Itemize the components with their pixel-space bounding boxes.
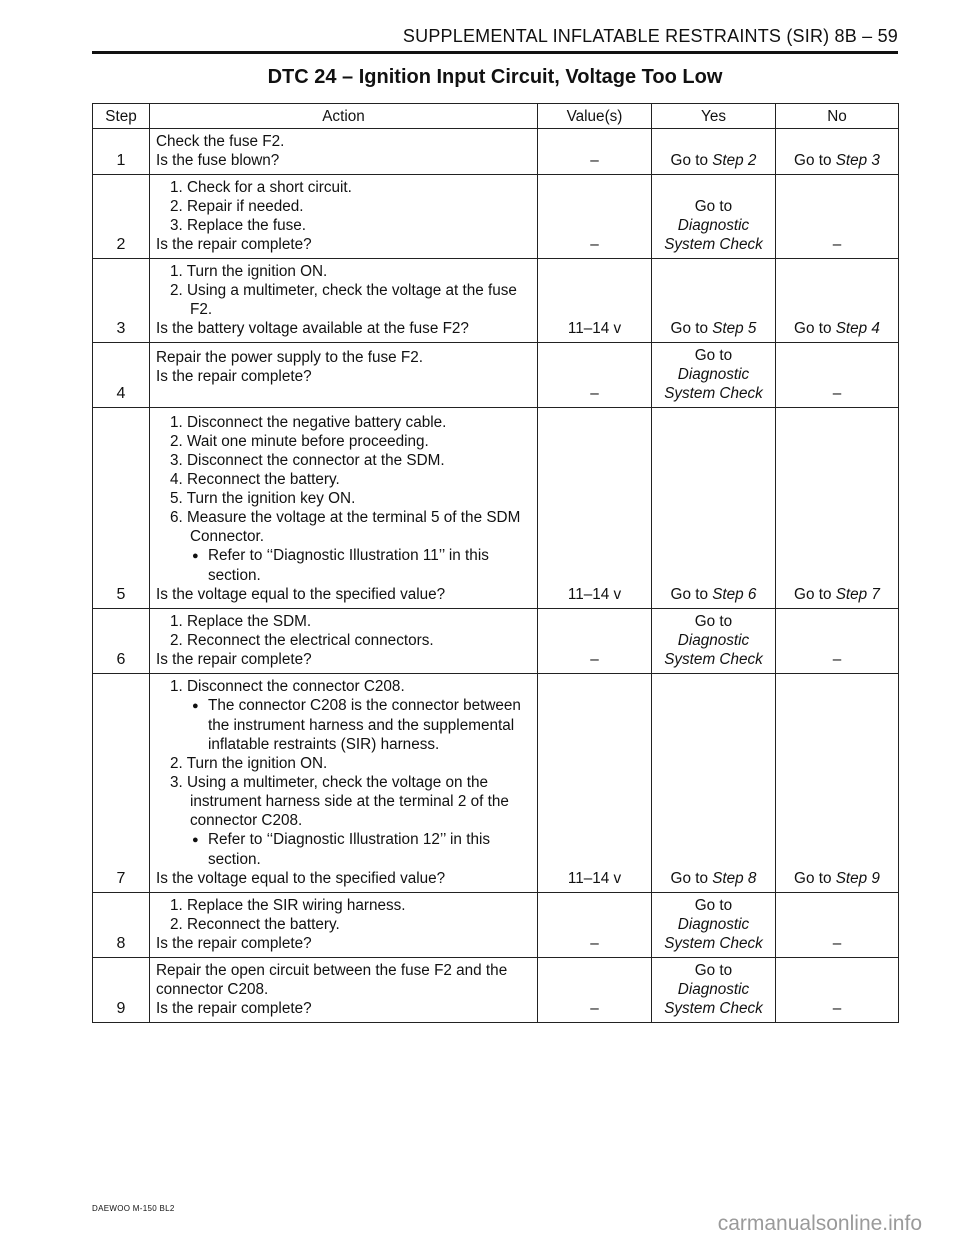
yes-system-check: System Check bbox=[664, 1000, 763, 1017]
table-row bbox=[93, 893, 899, 958]
yes-system-check: System Check bbox=[664, 935, 763, 952]
table-row bbox=[93, 175, 899, 259]
column-header-values: Value(s) bbox=[538, 104, 652, 129]
yes-cell bbox=[652, 175, 776, 259]
action-step-continued: F2. bbox=[190, 301, 213, 318]
action-cell bbox=[150, 609, 538, 674]
no-prefix: Go to bbox=[794, 320, 836, 337]
action-bullet: ● The connector C208 is the connector between the instrument harness and the supplemental inflatable restraints (SIR) harness. bbox=[156, 696, 531, 754]
action-bullet: ● Refer to ‘‘Diagnostic Illustration 11’’ in this section. bbox=[156, 546, 531, 585]
yes-diagnostic: Diagnostic bbox=[677, 632, 750, 649]
table-row bbox=[93, 408, 899, 609]
action-bullet: ● Refer to ‘‘Diagnostic Illustration 12’’ in this section. bbox=[156, 830, 531, 869]
action-question: Is the repair complete? bbox=[156, 651, 312, 668]
no-cell: – bbox=[776, 609, 899, 674]
no-cell bbox=[776, 408, 899, 609]
step-number: 4 bbox=[93, 343, 150, 408]
action-step: 3. Replace the fuse. bbox=[170, 217, 307, 234]
yes-diagnostic: Diagnostic bbox=[677, 916, 750, 933]
yes-cell bbox=[652, 259, 776, 343]
action-step: 4. Reconnect the battery. bbox=[170, 471, 340, 488]
action-question: Is the voltage equal to the specified value? bbox=[156, 586, 446, 603]
table-row bbox=[93, 129, 899, 175]
action-line: Repair the open circuit between the fuse F2 and the bbox=[156, 962, 508, 979]
no-prefix: Go to bbox=[794, 870, 836, 887]
action-step: 1. Replace the SDM. bbox=[170, 613, 312, 630]
column-header-yes: Yes bbox=[652, 104, 776, 129]
no-cell bbox=[776, 674, 899, 893]
action-cell bbox=[150, 893, 538, 958]
action-cell bbox=[150, 958, 538, 1023]
yes-system-check: System Check bbox=[664, 385, 763, 402]
page-title: DTC 24 – Ignition Input Circuit, Voltage Too Low bbox=[267, 66, 723, 88]
value-cell: – bbox=[538, 958, 652, 1023]
value-cell: 11–14 v bbox=[538, 259, 652, 343]
yes-go-to: Go to bbox=[694, 347, 733, 364]
action-step: 2. Wait one minute before proceeding. bbox=[170, 433, 429, 450]
value-cell: – bbox=[538, 175, 652, 259]
action-step: 5. Turn the ignition key ON. bbox=[170, 490, 356, 507]
table-row bbox=[93, 609, 899, 674]
diagnostic-table bbox=[92, 103, 899, 1023]
no-cell bbox=[776, 129, 899, 175]
action-step: 2. Using a multimeter, check the voltage at the fuse bbox=[170, 282, 517, 299]
action-step: 2. Reconnect the electrical connectors. bbox=[170, 632, 434, 649]
step-number: 2 bbox=[93, 175, 150, 259]
action-question: Is the repair complete? bbox=[156, 368, 312, 385]
value-cell: – bbox=[538, 609, 652, 674]
step-number: 3 bbox=[93, 259, 150, 343]
action-line-continued: connector C208. bbox=[156, 981, 269, 998]
table-row bbox=[93, 958, 899, 1023]
action-cell bbox=[150, 129, 538, 175]
action-step-continued: instrument harness side at the terminal 2 of the bbox=[190, 793, 509, 810]
action-question: Is the repair complete? bbox=[156, 1000, 312, 1017]
yes-step-link: Step 8 bbox=[712, 870, 757, 887]
value-cell: 11–14 v bbox=[538, 674, 652, 893]
no-cell: – bbox=[776, 343, 899, 408]
step-number: 7 bbox=[93, 674, 150, 893]
action-cell bbox=[150, 408, 538, 609]
yes-prefix: Go to bbox=[670, 152, 713, 169]
yes-step-link: Step 5 bbox=[712, 320, 757, 337]
action-question: Is the fuse blown? bbox=[156, 152, 280, 169]
yes-cell bbox=[652, 893, 776, 958]
table-row bbox=[93, 674, 899, 893]
action-question: Is the repair complete? bbox=[156, 935, 312, 952]
action-step-continued: Connector. bbox=[190, 528, 264, 545]
yes-cell bbox=[652, 343, 776, 408]
action-step: 1. Disconnect the connector C208. bbox=[170, 678, 405, 695]
action-step-continued: connector C208. bbox=[190, 812, 303, 829]
action-step: 1. Check for a short circuit. bbox=[170, 179, 352, 196]
action-step: 3. Using a multimeter, check the voltage on the bbox=[170, 774, 489, 791]
header-rule bbox=[92, 51, 898, 54]
no-step-link: Step 7 bbox=[835, 586, 880, 603]
yes-prefix: Go to bbox=[670, 870, 713, 887]
no-cell: – bbox=[776, 958, 899, 1023]
yes-step-link: Step 6 bbox=[712, 586, 757, 603]
action-step: 3. Disconnect the connector at the SDM. bbox=[170, 452, 445, 469]
value-cell: – bbox=[538, 343, 652, 408]
no-cell: – bbox=[776, 893, 899, 958]
no-step-link: Step 4 bbox=[835, 320, 880, 337]
yes-cell bbox=[652, 674, 776, 893]
yes-go-to: Go to bbox=[694, 198, 733, 215]
action-line: Repair the power supply to the fuse F2. bbox=[156, 349, 423, 366]
yes-system-check: System Check bbox=[664, 236, 763, 253]
yes-go-to: Go to bbox=[694, 962, 733, 979]
yes-step-link: Step 2 bbox=[712, 152, 757, 169]
yes-prefix: Go to bbox=[670, 320, 713, 337]
no-prefix: Go to bbox=[794, 586, 836, 603]
step-number: 6 bbox=[93, 609, 150, 674]
no-prefix: Go to bbox=[794, 152, 836, 169]
no-cell: – bbox=[776, 175, 899, 259]
action-step: 2. Turn the ignition ON. bbox=[170, 755, 328, 772]
action-question: Is the voltage equal to the specified value? bbox=[156, 870, 446, 887]
action-step: 1. Replace the SIR wiring harness. bbox=[170, 897, 406, 914]
action-step: 1. Turn the ignition ON. bbox=[170, 263, 328, 280]
action-cell bbox=[150, 674, 538, 893]
yes-diagnostic: Diagnostic bbox=[677, 217, 750, 234]
yes-cell bbox=[652, 408, 776, 609]
column-header-action: Action bbox=[150, 104, 538, 129]
yes-cell bbox=[652, 609, 776, 674]
step-number: 8 bbox=[93, 893, 150, 958]
step-number: 9 bbox=[93, 958, 150, 1023]
yes-diagnostic: Diagnostic bbox=[677, 366, 750, 383]
action-cell bbox=[150, 259, 538, 343]
yes-system-check: System Check bbox=[664, 651, 763, 668]
action-step: 6. Measure the voltage at the terminal 5 of the SDM bbox=[170, 509, 521, 526]
step-number: 5 bbox=[93, 408, 150, 609]
action-step: 1. Disconnect the negative battery cable. bbox=[170, 414, 447, 431]
page-header: SUPPLEMENTAL INFLATABLE RESTRAINTS (SIR) 8B – 59 bbox=[402, 26, 898, 46]
step-number: 1 bbox=[93, 129, 150, 175]
yes-diagnostic: Diagnostic bbox=[677, 981, 750, 998]
footer-model-code: DAEWOO M-150 BL2 bbox=[92, 1204, 175, 1213]
value-cell: 11–14 v bbox=[538, 408, 652, 609]
yes-prefix: Go to bbox=[670, 586, 713, 603]
column-header-no: No bbox=[776, 104, 899, 129]
table-row bbox=[93, 259, 899, 343]
yes-go-to: Go to bbox=[694, 613, 733, 630]
action-cell bbox=[150, 175, 538, 259]
table-header-row bbox=[93, 104, 899, 129]
action-line: Check the fuse F2. bbox=[156, 133, 285, 150]
watermark: carmanualsonline.info bbox=[717, 1212, 922, 1235]
yes-cell bbox=[652, 958, 776, 1023]
yes-cell bbox=[652, 129, 776, 175]
value-cell: – bbox=[538, 129, 652, 175]
no-cell bbox=[776, 259, 899, 343]
no-step-link: Step 9 bbox=[835, 870, 880, 887]
action-step: 2. Repair if needed. bbox=[170, 198, 304, 215]
no-step-link: Step 3 bbox=[835, 152, 880, 169]
yes-go-to: Go to bbox=[694, 897, 733, 914]
column-header-step: Step bbox=[93, 104, 150, 129]
action-cell bbox=[150, 343, 538, 408]
table-row bbox=[93, 343, 899, 408]
action-step: 2. Reconnect the battery. bbox=[170, 916, 340, 933]
action-question: Is the repair complete? bbox=[156, 236, 312, 253]
value-cell: – bbox=[538, 893, 652, 958]
action-question: Is the battery voltage available at the fuse F2? bbox=[156, 320, 469, 337]
